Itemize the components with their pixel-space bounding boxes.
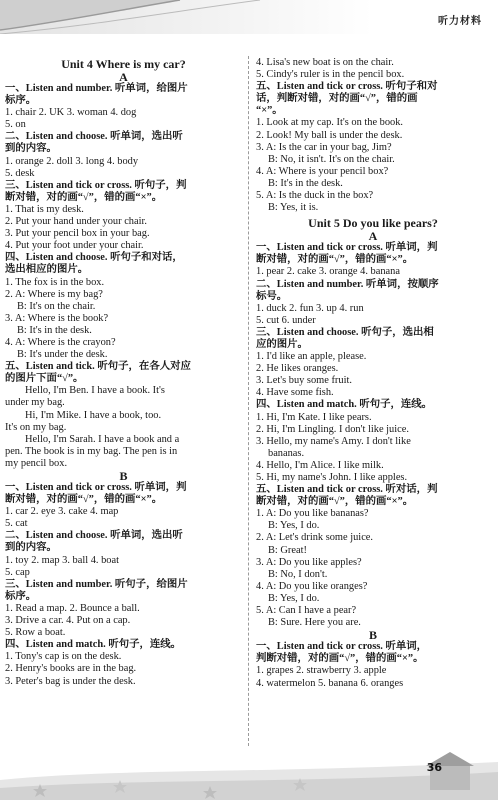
section-heading: 四、Listen and choose. 听句子和对话， bbox=[5, 252, 183, 264]
text-line: 1. orange 2. doll 3. long 4. body bbox=[5, 155, 139, 167]
right-column bbox=[256, 57, 490, 690]
text-line: 5. cut 6. under bbox=[256, 314, 316, 326]
text-line: 3. Hello, my name's Amy. I don't like bbox=[256, 435, 411, 447]
text-line: 3. Peter's bag is under the desk. bbox=[5, 675, 136, 687]
text-line: 3. A: Where is the book? bbox=[5, 312, 109, 324]
text-line: 1. Read a map. 2. Bounce a ball. bbox=[5, 602, 140, 614]
section-heading: 的图片下面“√”。 bbox=[5, 373, 84, 385]
text-line: 3. Let's buy some fruit. bbox=[256, 375, 352, 387]
section-heading: 断对错，对的画“√”，错的画“×”。 bbox=[256, 496, 414, 508]
text-line: 4. Lisa's new boat is on the chair. bbox=[256, 57, 394, 68]
unit5-part-a-label: A bbox=[368, 229, 378, 244]
text-line: 5. A: Can I have a pear? bbox=[256, 605, 357, 617]
text-line: 4. A: Where is the crayon? bbox=[5, 336, 116, 348]
text-line: 3. Put your pencil box in your bag. bbox=[5, 228, 150, 240]
text-line: 4. watermelon 5. banana 6. oranges bbox=[256, 677, 404, 689]
section-heading: 话，判断对错，对的画“√”，错的画 bbox=[256, 93, 418, 105]
text-line: 5. A: Is the duck in the box? bbox=[256, 190, 374, 202]
text-line: 1. duck 2. fun 3. up 4. run bbox=[256, 302, 364, 314]
text-line: 3. A: Is the car in your bag, Jim? bbox=[256, 141, 392, 153]
section-heading: 二、Listen and choose. 听单词，选出听 bbox=[5, 530, 183, 542]
footer-decoration-icon bbox=[0, 740, 498, 800]
text-line: 5. desk bbox=[5, 167, 35, 179]
section-heading: 到的内容。 bbox=[5, 542, 57, 554]
text-line: B: Yes, it is. bbox=[268, 202, 319, 214]
section-heading: 五、Listen and tick. 听句子，在各人对应 bbox=[5, 361, 191, 373]
section-heading: 断对错，对的画“√”，错的画“×”。 bbox=[5, 494, 163, 506]
text-line: pen. The book is in my bag. The pen is in bbox=[5, 445, 178, 457]
text-line: 1. That is my desk. bbox=[5, 203, 84, 215]
text-line: B: No, I don't. bbox=[268, 568, 328, 580]
section-heading: 五、Listen and tick or cross. 听句子和对 bbox=[256, 81, 438, 93]
text-line: 1. car 2. eye 3. cake 4. map bbox=[5, 506, 119, 518]
text-line: 5. Row a boat. bbox=[5, 627, 66, 639]
text-line: 5. cap bbox=[5, 566, 30, 578]
unit4-title: Unit 4 Where is my car? bbox=[61, 57, 186, 71]
left-column bbox=[5, 57, 242, 688]
unit4-part-b-continued bbox=[256, 57, 490, 214]
text-line: my pencil box. bbox=[5, 457, 68, 469]
section-heading: 二、Listen and number. 听单词，按顺序 bbox=[256, 278, 439, 290]
text-line: 2. A: Where is my bag? bbox=[5, 288, 103, 300]
text-line: 1. Look at my cap. It's on the book. bbox=[256, 117, 404, 129]
text-line: 1. grapes 2. strawberry 3. apple bbox=[256, 665, 387, 677]
text-line: 2. Look! My ball is under the desk. bbox=[256, 129, 403, 141]
text-line: under my bag. bbox=[5, 397, 65, 409]
text-line: 1. The fox is in the box. bbox=[5, 276, 105, 288]
text-line: 5. on bbox=[5, 119, 26, 131]
section-heading: 四、Listen and match. 听句子，连线。 bbox=[5, 639, 182, 651]
unit5-part-a-content bbox=[256, 242, 490, 629]
section-heading: 一、Listen and tick or cross. 听单词，判 bbox=[5, 482, 187, 493]
section-heading: 三、Listen and tick or cross. 听句子，判 bbox=[5, 179, 187, 191]
text-line: 1. Hi, I'm Kate. I like pears. bbox=[256, 411, 372, 423]
section-heading: 三、Listen and choose. 听句子，选出相 bbox=[256, 326, 434, 338]
unit4-part-a-label: A bbox=[119, 70, 128, 84]
text-line: 1. Tony's cap is on the desk. bbox=[5, 651, 122, 663]
text-line: 4. A: Where is your pencil box? bbox=[256, 165, 389, 177]
text-line: Hello, I'm Ben. I have a book. It's bbox=[25, 385, 165, 397]
page-header bbox=[0, 0, 498, 34]
section-heading: 一、Listen and tick or cross. 听单词， bbox=[256, 641, 428, 653]
section-heading: 断对错，对的画“√”，错的画“×”。 bbox=[256, 254, 414, 266]
section-heading: 一、Listen and number. 听单词，给图片 bbox=[5, 83, 188, 94]
unit4-part-b-content bbox=[5, 482, 242, 688]
section-heading: 一、Listen and tick or cross. 听单词，判 bbox=[256, 242, 438, 254]
unit5-part-b-content bbox=[256, 641, 490, 689]
unit4-part-b-label: B bbox=[119, 469, 128, 483]
text-line: 2. Henry's books are in the bag. bbox=[5, 663, 137, 675]
unit5-part-b-label: B bbox=[368, 628, 377, 643]
text-line: B: It's on the chair. bbox=[17, 300, 96, 312]
text-line: 1. pear 2. cake 3. orange 4. banana bbox=[256, 266, 400, 278]
text-line: 1. toy 2. map 3. ball 4. boat bbox=[5, 554, 119, 566]
text-line: 1. A: Do you like bananas? bbox=[256, 508, 369, 520]
text-line: 3. A: Do you like apples? bbox=[256, 556, 362, 568]
text-line: 4. A: Do you like oranges? bbox=[256, 580, 368, 592]
page-footer bbox=[0, 740, 498, 800]
column-divider bbox=[248, 56, 249, 746]
text-line: 4. Put your foot under your chair. bbox=[5, 240, 144, 252]
section-heading: 应的图片。 bbox=[256, 338, 308, 350]
text-line: Hi, I'm Mike. I have a book, too. bbox=[25, 409, 162, 421]
section-heading: 断对错，对的画“√”，错的画“×”。 bbox=[5, 191, 163, 203]
text-line: 2. Put your hand under your chair. bbox=[5, 216, 147, 228]
text-line: B: Sure. Here you are. bbox=[268, 617, 361, 629]
section-heading: 四、Listen and match. 听句子，连线。 bbox=[256, 399, 433, 411]
section-heading: 判断对错，对的画“√”，错的画“×”。 bbox=[256, 653, 424, 665]
text-line: B: It's under the desk. bbox=[17, 349, 108, 361]
section-heading: 到的内容。 bbox=[5, 143, 57, 155]
section-heading: 二、Listen and choose. 听单词，选出听 bbox=[5, 131, 183, 143]
section-heading: 标号。 bbox=[256, 290, 288, 302]
section-heading: 标序。 bbox=[5, 95, 37, 107]
section-heading: 三、Listen and number. 听句子，给图片 bbox=[5, 578, 188, 590]
text-line: B: Great! bbox=[268, 544, 307, 556]
header-label: 听力材料 bbox=[438, 16, 482, 27]
section-heading: 标序。 bbox=[5, 590, 37, 602]
text-line: 1. I'd like an apple, please. bbox=[256, 351, 367, 363]
section-heading: 五、Listen and tick or cross. 听对话，判 bbox=[256, 484, 438, 496]
section-heading: “×”。 bbox=[256, 105, 283, 117]
text-line: B: It's in the desk. bbox=[268, 177, 343, 189]
unit5-title: Unit 5 Do you like pears? bbox=[308, 216, 438, 231]
text-line: 4. Hello, I'm Alice. I like milk. bbox=[256, 459, 384, 471]
text-line: Hello, I'm Sarah. I have a book and a bbox=[25, 433, 180, 445]
text-line: 2. He likes oranges. bbox=[256, 363, 339, 375]
text-line: 3. Drive a car. 4. Put on a cap. bbox=[5, 615, 131, 627]
text-line: B: No, it isn't. It's on the chair. bbox=[268, 153, 395, 165]
text-line: B: Yes, I do. bbox=[268, 592, 320, 604]
section-heading: 选出相应的图片。 bbox=[5, 264, 89, 276]
text-line: 5. Cindy's ruler is in the pencil box. bbox=[256, 69, 405, 81]
text-line: B: It's in the desk. bbox=[17, 324, 92, 336]
text-line: 4. Have some fish. bbox=[256, 387, 334, 399]
page-number: 36 bbox=[426, 761, 442, 774]
text-line: 2. A: Let's drink some juice. bbox=[256, 532, 374, 544]
text-line: 5. Hi, my name's John. I like apples. bbox=[256, 472, 408, 483]
text-line: 2. Hi, I'm Lingling. I don't like juice. bbox=[256, 423, 409, 435]
header-decoration-icon bbox=[0, 0, 498, 34]
text-line: It's on my bag. bbox=[5, 421, 67, 433]
text-line: 5. cat bbox=[5, 518, 28, 530]
text-line: B: Yes, I do. bbox=[268, 520, 320, 532]
text-line: 1. chair 2. UK 3. woman 4. dog bbox=[5, 107, 137, 119]
unit4-part-a-content bbox=[5, 83, 242, 470]
text-line: bananas. bbox=[268, 447, 305, 459]
